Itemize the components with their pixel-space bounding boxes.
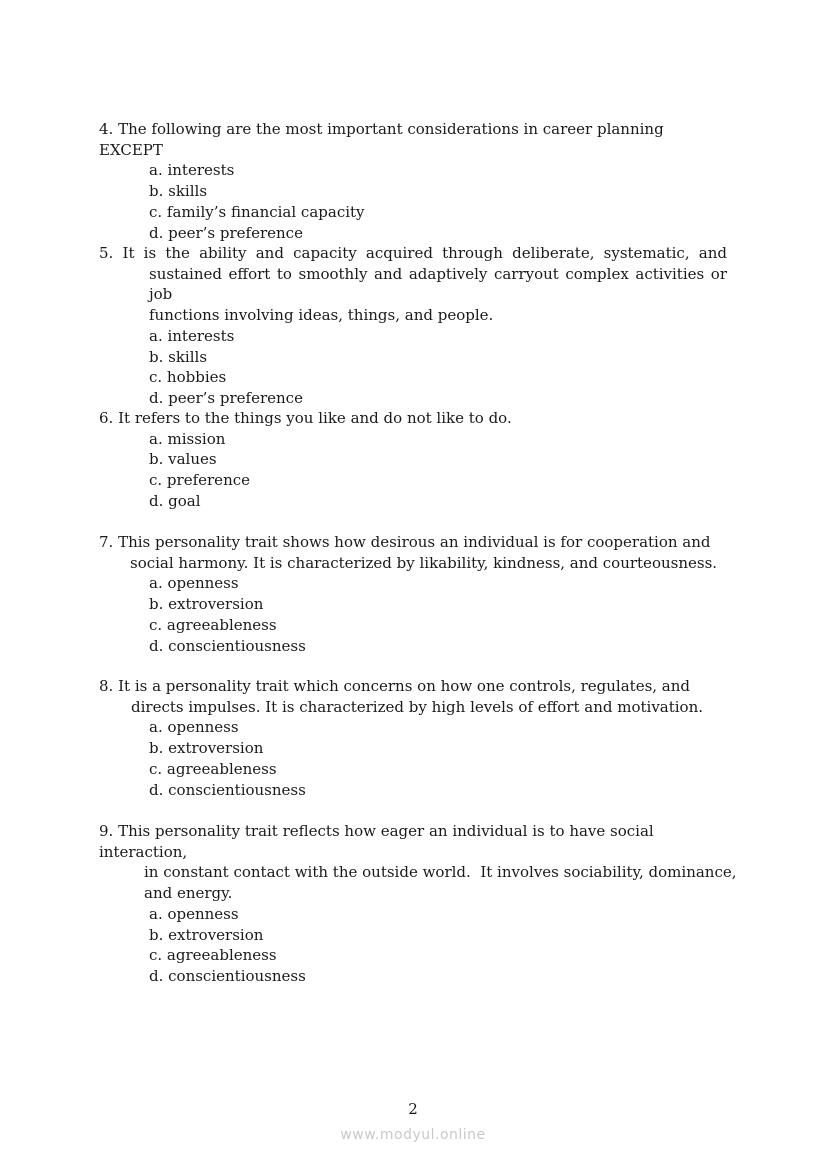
question-stem <box>99 676 727 697</box>
question-6 <box>99 408 727 512</box>
question-number: 4. <box>99 120 114 138</box>
question-9 <box>99 821 737 987</box>
option-b: b. skills <box>149 347 208 366</box>
option-c: c. agreeableness <box>149 759 277 778</box>
question-stem <box>99 821 727 862</box>
option-a: a. mission <box>149 429 226 448</box>
option-b: b. values <box>149 450 217 469</box>
option-d: d. conscientiousness <box>149 780 306 799</box>
question-7 <box>99 532 727 656</box>
question-text: It is a personality trait which concerns on how one controls, regulates, and <box>118 677 691 695</box>
question-number: 5. <box>99 244 114 262</box>
question-text-continued <box>144 862 737 883</box>
option-c: c. family’s financial capacity <box>149 202 365 221</box>
option-d: d. peer’s preference <box>149 388 303 407</box>
question-5 <box>99 243 727 409</box>
question-text-continued <box>130 553 727 574</box>
question-stem <box>99 243 727 264</box>
question-text-continued <box>131 697 727 718</box>
option-a: a. openness <box>149 904 239 923</box>
question-text: This personality trait reflects how eager an individual is to have social interaction, <box>99 822 654 861</box>
question-text: The following are the most important considerations in career planning EXCEPT <box>99 120 664 159</box>
question-number: 9. <box>99 822 114 840</box>
option-c: c. agreeableness <box>149 615 277 634</box>
option-b: b. extroversion <box>149 739 264 758</box>
question-text-line: functions involving ideas, things, and people. <box>149 306 494 325</box>
question-number: 7. <box>99 533 114 551</box>
answer-options <box>149 717 727 800</box>
answer-options <box>149 429 727 512</box>
question-text-line: social harmony. It is characterized by likability, kindness, and courteousness. <box>130 553 718 572</box>
option-a: a. openness <box>149 574 239 593</box>
question-stem <box>99 119 727 160</box>
answer-options <box>149 160 727 243</box>
option-a: a. interests <box>149 161 235 180</box>
question-text: This personality trait shows how desirous an individual is for cooperation and <box>118 533 711 551</box>
question-stem <box>99 532 727 553</box>
question-text: It is the ability and capacity acquired through deliberate, systematic, and <box>122 244 727 262</box>
question-text-line: in constant contact with the outside world. It involves sociability, dominance, <box>144 863 737 882</box>
question-text-continued <box>149 305 727 326</box>
option-a: a. interests <box>149 326 235 345</box>
answer-options <box>149 904 727 987</box>
option-a: a. openness <box>149 718 239 737</box>
question-number: 8. <box>99 677 114 695</box>
answer-options <box>149 573 727 656</box>
page-number: 2 <box>408 1100 418 1118</box>
question-text-line: and energy. <box>144 884 233 903</box>
watermark: www.modyul.online <box>340 1127 486 1143</box>
question-stem <box>99 408 727 429</box>
option-b: b. extroversion <box>149 925 264 944</box>
answer-options <box>149 326 727 409</box>
question-text-continued <box>149 264 727 305</box>
question-text-line: sustained effort to smoothly and adaptively carryout complex activities or job <box>149 264 727 304</box>
option-c: c. hobbies <box>149 368 227 387</box>
option-d: d. conscientiousness <box>149 636 306 655</box>
option-d: d. goal <box>149 491 201 510</box>
question-text: It refers to the things you like and do not like to do. <box>118 409 512 427</box>
question-text-continued <box>144 883 727 904</box>
question-4 <box>99 119 727 243</box>
question-text-line: directs impulses. It is characterized by high levels of effort and motivation. <box>131 697 704 716</box>
question-8 <box>99 676 727 800</box>
option-b: b. skills <box>149 182 208 201</box>
question-number: 6. <box>99 409 114 427</box>
option-c: c. preference <box>149 471 251 490</box>
option-d: d. peer’s preference <box>149 223 303 242</box>
option-c: c. agreeableness <box>149 946 277 965</box>
option-b: b. extroversion <box>149 595 264 614</box>
option-d: d. conscientiousness <box>149 966 306 985</box>
